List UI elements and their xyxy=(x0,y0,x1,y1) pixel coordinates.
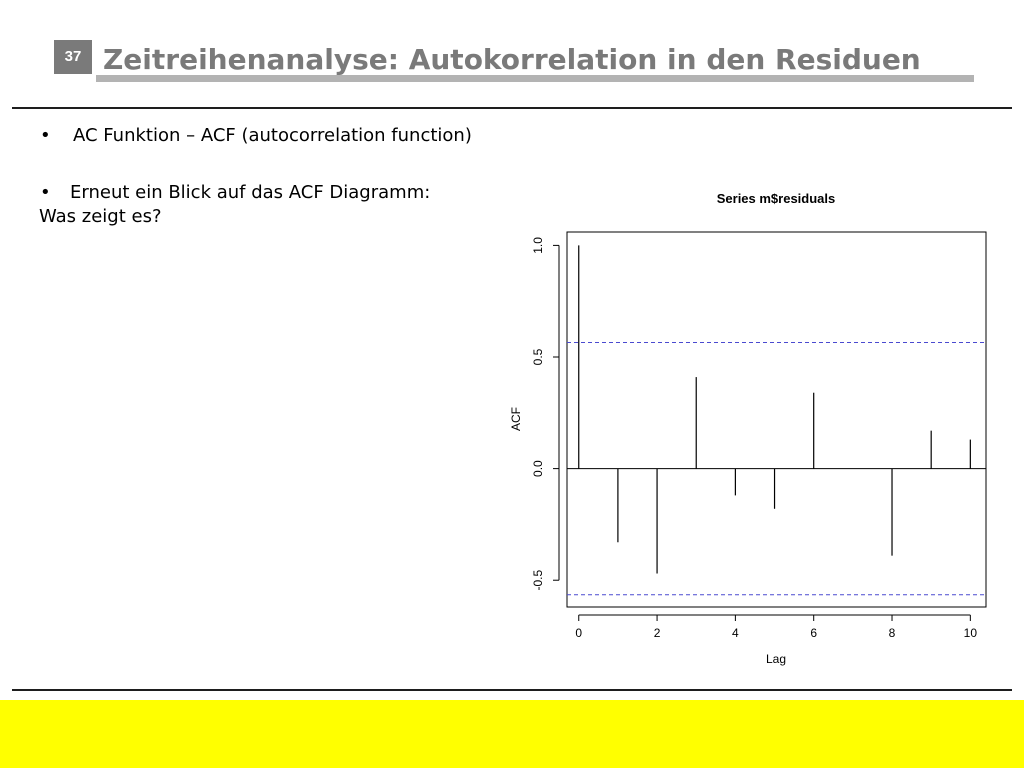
bullet-marker: • xyxy=(40,125,51,146)
bullet-text-acf-definition: AC Funktion – ACF (autocorrelation function) xyxy=(73,125,472,146)
slide-number: 37 xyxy=(54,40,92,74)
x-axis-label: Lag xyxy=(765,652,787,666)
y-tick-label: -0.5 xyxy=(531,569,545,591)
y-tick-label: 0.0 xyxy=(531,460,545,477)
acf-chart xyxy=(500,180,1000,675)
x-tick-label: 2 xyxy=(653,626,661,640)
x-tick-label: 6 xyxy=(810,626,818,640)
x-tick-label: 4 xyxy=(732,626,739,640)
bullet-text-acf-question-continued: Was zeigt es? xyxy=(39,206,162,227)
y-tick-label: 0.5 xyxy=(531,348,545,366)
x-tick-label: 10 xyxy=(963,626,978,640)
y-axis-label: ACF xyxy=(509,407,523,431)
plot-frame xyxy=(567,232,986,607)
slide-title: Zeitreihenanalyse: Autokorrelation in den Residuen xyxy=(103,43,921,76)
top-divider xyxy=(12,107,1012,109)
bullet-marker: • xyxy=(40,182,51,203)
bullet-text-acf-question: Erneut ein Blick auf das ACF Diagramm: xyxy=(70,182,431,203)
x-tick-label: 0 xyxy=(575,626,583,640)
x-tick-label: 8 xyxy=(888,626,896,640)
bottom-divider xyxy=(12,689,1012,691)
y-tick-label: 1.0 xyxy=(531,237,545,254)
chart-marks xyxy=(531,237,986,640)
chart-title: Series m$residuals xyxy=(716,191,836,206)
footer-bar xyxy=(0,700,1024,768)
